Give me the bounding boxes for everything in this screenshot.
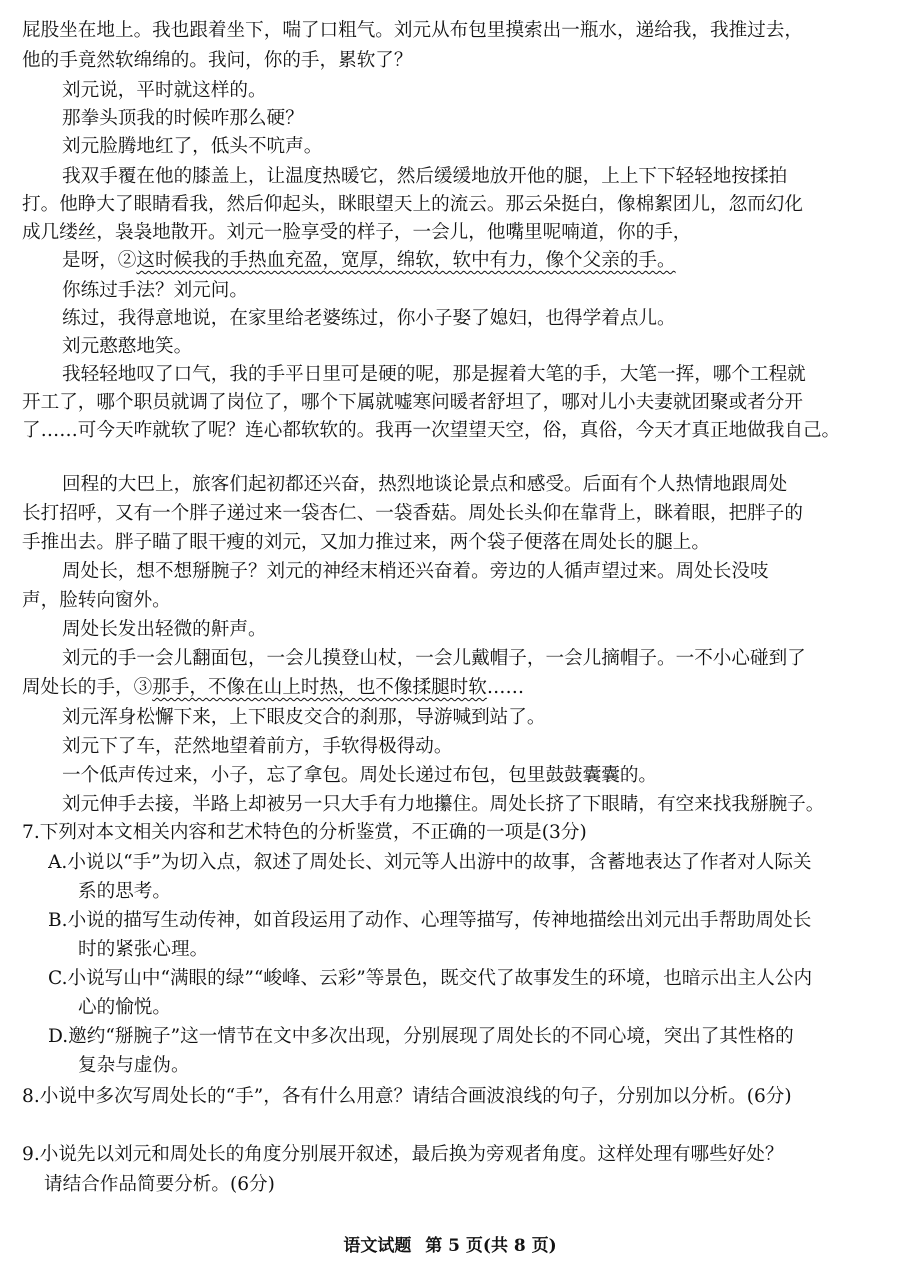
passage-line: 长打招呼，又有一个胖子递过来一袋杏仁、一袋香菇。周处长头仰在靠背上，眯着眼，把胖子的 [22,503,803,524]
passage-line: 开工了，哪个职员就调了岗位了，哪个下属就嘘寒问暖者舒坦了，哪对儿小夫妻就团聚或者分开 [22,392,803,413]
passage-line: 刘元的手一会儿翻面包，一会儿摸登山杖，一会儿戴帽子，一会儿摘帽子。一不小心碰到了 [62,648,806,669]
question-7-option-a: A.小说以“手”为切入点，叙述了周处长、刘元等人出游中的故事，含蓄地表达了作者对人际关 [48,852,812,873]
passage-line: 刘元浑身松懈下来，上下眼皮交合的刹那，导游喊到站了。 [62,707,546,728]
passage-line: 刘元伸手去接，半路上却被另一只大手有力地攥住。周处长挤了下眼睛，有空来找我掰腕子。 [62,794,825,815]
question-9-title: 9.小说先以刘元和周处长的角度分别展开叙述，最后换为旁观者角度。这样处理有哪些好处？ [22,1144,784,1165]
passage-text: 周处长的手，③ [22,677,153,698]
question-7-option-d-cont: 复杂与虚伪。 [78,1055,190,1076]
passage-line: 那拳头顶我的时候咋那么硬？ [62,108,304,129]
question-7-title: 7.下列对本文相关内容和艺术特色的分析鉴赏，不正确的一项是(3分) [22,822,587,843]
footer-page-number: 第 5 页(共 8 页) [425,1236,557,1256]
passage-line: 你练过手法？刘元问。 [62,280,248,301]
wavy-underlined-sentence-3: 那手，不像在山上时热，也不像揉腿时软 [152,677,487,698]
passage-line: 他的手竟然软绵绵的。我问，你的手，累软了？ [22,50,413,71]
question-7-option-a-cont: 系的思考。 [78,881,171,902]
passage-line: 刘元下了车，茫然地望着前方，手软得极得动。 [62,736,453,757]
passage-line: 周处长，想不想掰腕子？刘元的神经末梢还兴奋着。旁边的人循声望过来。周处长没吱 [62,561,769,582]
footer-subject: 语文试题 [343,1236,412,1256]
passage-line: 手推出去。胖子瞄了眼干瘦的刘元，又加力推过来，两个袋子便落在周处长的腿上。 [22,532,710,553]
passage-line: 练过，我得意地说，在家里给老婆练过，你小子娶了媳妇，也得学着点儿。 [62,308,676,329]
question-7-option-d: D.邀约“掰腕子”这一情节在文中多次出现，分别展现了周处长的不同心境，突出了其性格的 [48,1026,794,1047]
passage-line [22,673,882,703]
passage-line: 刘元憨憨地笑。 [62,336,193,357]
passage-line [62,246,882,276]
question-9-title-cont: 请结合作品简要分析。(6分) [44,1174,275,1195]
page-footer [0,1232,900,1260]
passage-text: …… [486,677,525,698]
passage-line: 回程的大巴上，旅客们起初都还兴奋，热烈地谈论景点和感受。后面有个人热情地跟周处 [62,474,788,495]
passage-line: 了……可今天咋就软了呢？连心都软软的。我再一次望望天空，俗，真俗，今天才真正地做我自己。 [22,420,841,441]
passage-line: 我双手覆在他的膝盖上，让温度热暖它，然后缓缓地放开他的腿，上上下下轻轻地按揉拍 [62,166,788,187]
wavy-underlined-sentence-2: 这时候我的手热血充盈，宽厚，绵软，软中有力，像个父亲的手。 [136,250,676,271]
question-7-option-b: B.小说的描写生动传神，如首段运用了动作、心理等描写，传神地描绘出刘元出手帮助周处长 [48,910,812,931]
question-7-option-b-cont: 时的紧张心理。 [78,939,209,960]
passage-line: 成几缕丝，袅袅地散开。刘元一脸享受的样子，一会儿，他嘴里呢喃道，你的手， [22,222,692,243]
passage-line: 一个低声传过来，小子，忘了拿包。周处长递过布包，包里鼓鼓囊囊的。 [62,765,658,786]
question-7-option-c: C.小说写山中“满眼的绿”“峻峰、云彩”等景色，既交代了故事发生的环境，也暗示出主人公内 [48,968,813,989]
passage-line: 刘元脸腾地红了，低头不吭声。 [62,136,323,157]
passage-line: 打。他睁大了眼睛看我，然后仰起头，眯眼望天上的流云。那云朵挺白，像棉絮团儿，忽而幻化 [22,194,803,215]
question-8-title: 8.小说中多次写周处长的“手”，各有什么用意？请结合画波浪线的句子，分别加以分析。(6分) [22,1086,792,1107]
passage-line: 声，脸转向窗外。 [22,590,171,611]
question-7-option-c-cont: 心的愉悦。 [78,997,171,1018]
passage-line: 屁股坐在地上。我也跟着坐下，喘了口粗气。刘元从布包里摸索出一瓶水，递给我，我推过去， [22,20,803,41]
passage-text: 是呀，② [62,250,137,271]
passage-line: 我轻轻地叹了口气，我的手平日里可是硬的呢，那是握着大笔的手，大笔一挥，哪个工程就 [62,364,806,385]
passage-line: 刘元说，平时就这样的。 [62,80,267,101]
passage-line: 周处长发出轻微的鼾声。 [62,619,267,640]
